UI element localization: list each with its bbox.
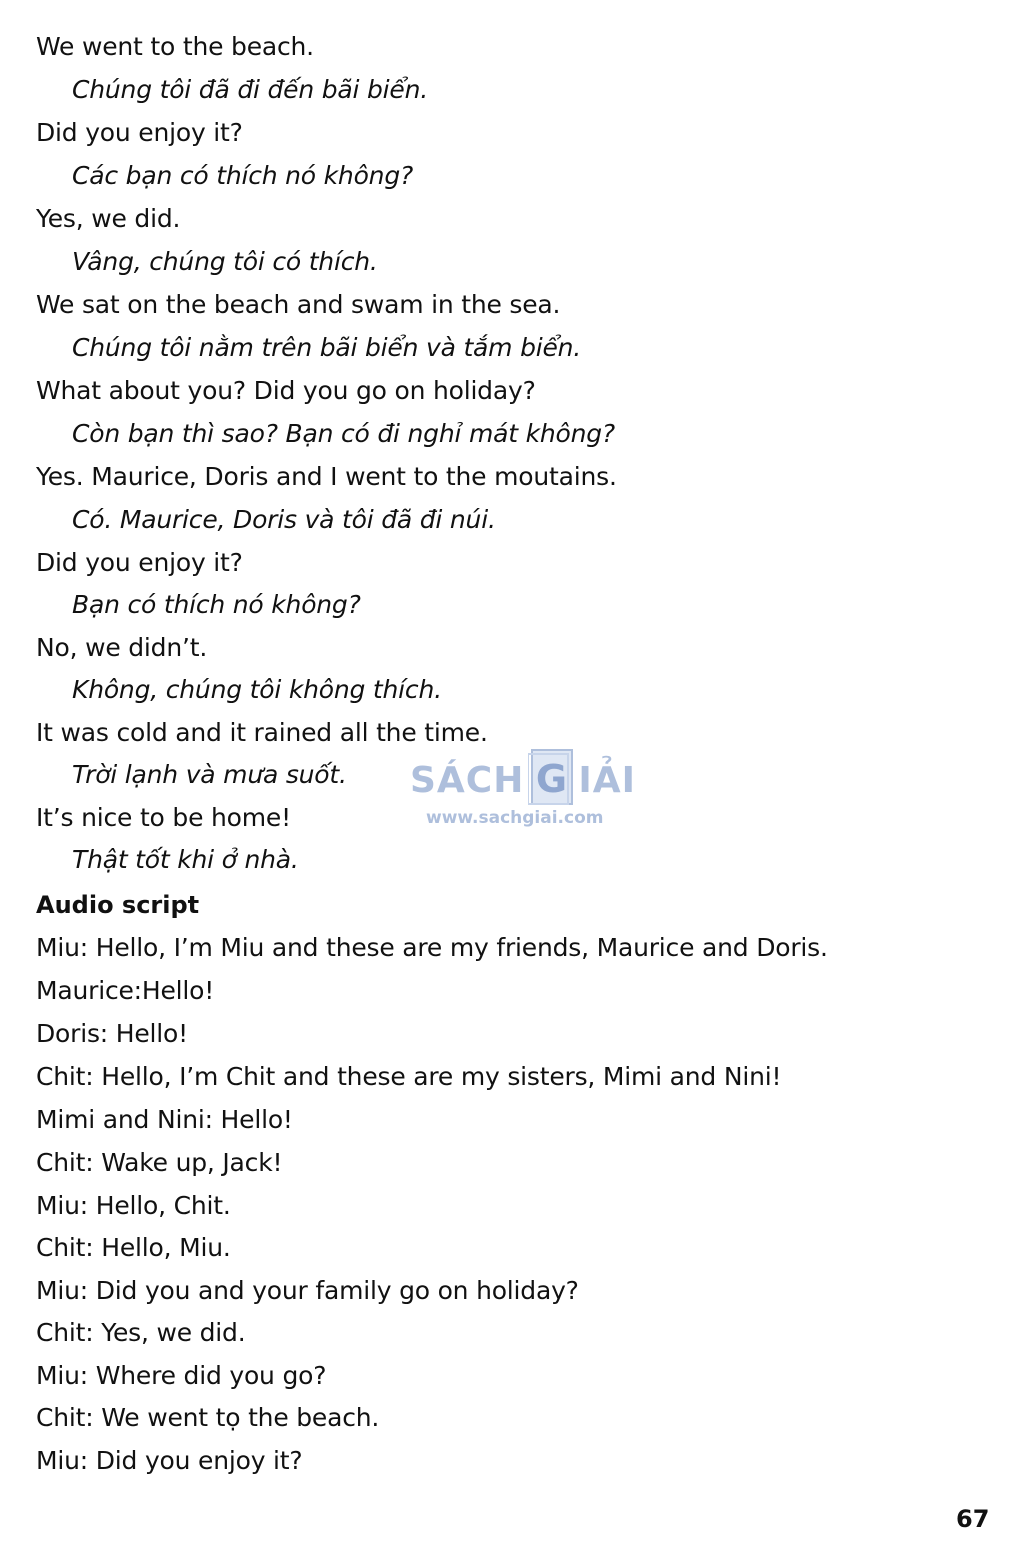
dialogue-line-en: Yes. Maurice, Doris and I went to the moutains. [36, 462, 617, 491]
dialogue-line-vi: Chúng tôi nằm trên bãi biển và tắm biển. [72, 333, 582, 362]
dialogue-line-en: Did you enjoy it? [36, 118, 243, 147]
watermark-logo-icon [528, 748, 574, 806]
dialogue-line-en: We went to the beach. [36, 32, 314, 61]
page-number: 67 [956, 1505, 990, 1533]
audio-script-line: Miu: Hello, Chit. [36, 1191, 231, 1220]
watermark-title-left: SÁCH [410, 760, 525, 801]
audio-script-line: Chit: Hello, Miu. [36, 1233, 231, 1262]
audio-script-line: Miu: Did you enjoy it? [36, 1446, 303, 1475]
dialogue-line-vi: Chúng tôi đã đi đến bãi biển. [72, 75, 429, 104]
audio-script-line: Chit: Yes, we did. [36, 1318, 246, 1347]
watermark-logo-letter: G [536, 757, 569, 801]
dialogue-line-vi: Không, chúng tôi không thích. [72, 675, 442, 704]
dialogue-line-en: What about you? Did you go on holiday? [36, 376, 536, 405]
dialogue-line-vi: Còn bạn thì sao? Bạn có đi nghỉ mát không? [72, 419, 616, 448]
dialogue-line-vi: Trời lạnh và mưa suốt. [72, 760, 347, 789]
audio-script-line: Chit: Hello, I’m Chit and these are my sisters, Mimi and Nini! [36, 1062, 782, 1091]
audio-script-line: Doris: Hello! [36, 1019, 188, 1048]
watermark-title [410, 748, 636, 806]
dialogue-line-vi: Vâng, chúng tôi có thích. [72, 247, 378, 276]
dialogue-line-en: Yes, we did. [36, 204, 181, 233]
watermark [410, 738, 636, 838]
dialogue-line-en: Did you enjoy it? [36, 548, 243, 577]
audio-script-line: Maurice:Hello! [36, 976, 215, 1005]
dialogue-line-en: It was cold and it rained all the time. [36, 718, 488, 747]
dialogue-line-vi: Các bạn có thích nó không? [72, 161, 414, 190]
dialogue-line-vi: Thật tốt khi ở nhà. [72, 845, 299, 874]
dialogue-line-en: We sat on the beach and swam in the sea. [36, 290, 561, 319]
audio-script-line: Chit: We went tọ the beach. [36, 1403, 380, 1432]
dialogue-line-vi: Bạn có thích nó không? [72, 590, 361, 619]
audio-script-line: Miu: Where did you go? [36, 1361, 327, 1390]
audio-script-line: Miu: Did you and your family go on holiday? [36, 1276, 579, 1305]
dialogue-line-en: No, we didn’t. [36, 633, 208, 662]
audio-script-line: Mimi and Nini: Hello! [36, 1105, 293, 1134]
dialogue-line-vi: Có. Maurice, Doris và tôi đã đi núi. [72, 505, 496, 534]
audio-script-line: Miu: Hello, I’m Miu and these are my friends, Maurice and Doris. [36, 933, 828, 962]
audio-script-heading: Audio script [36, 891, 200, 919]
dialogue-line-en: It’s nice to be home! [36, 803, 291, 832]
audio-script-line: Chit: Wake up, Jack! [36, 1148, 283, 1177]
watermark-title-right: IẢI [578, 760, 636, 801]
watermark-url: www.sachgiai.com [426, 808, 604, 828]
